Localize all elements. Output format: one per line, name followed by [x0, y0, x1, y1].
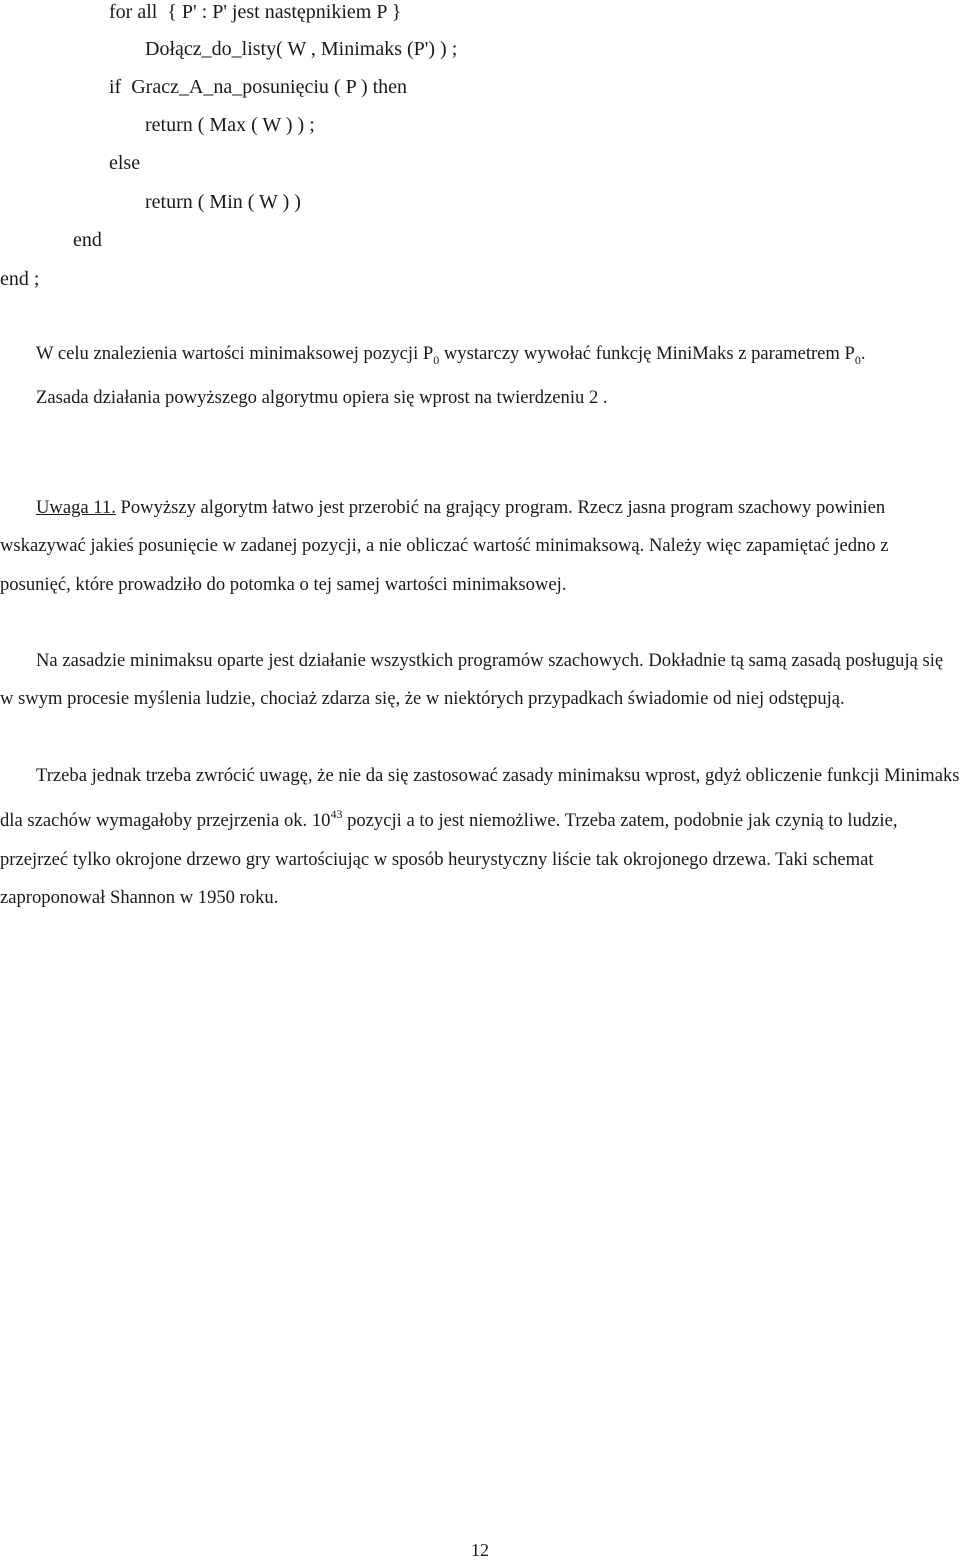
code-line: end: [73, 229, 102, 251]
text: pozycji a to jest niemożliwe. Trzeba zatem, podobnie jak czynią to ludzie, przejrzeć tylko okrojone drzewo gry wartościując w sposób heurystyczny liście tak okrojonego drzewa. Taki schemat zaproponował Shannon w 1950 roku.: [0, 810, 898, 909]
text: Powyższy algorytm łatwo jest przerobić na grający program. Rzecz jasna program szachowy powinien wskazywać jakieś posunięcie w zadanej pozycji, a nie obliczać wartość minimaksową. Należy więc zapamiętać jedno z posunięć, które prowadziło do potomka o tej samej wartości minimaksowej.: [0, 497, 889, 595]
code-line: Dołącz_do_listy( W , Minimaks (P') ) ;: [145, 38, 458, 60]
text: W celu znalezienia wartości minimaksowej pozycji P: [36, 343, 434, 364]
paragraph-minimax-value: [0, 335, 960, 418]
text: Trzeba jednak trzeba zwrócić uwagę, że nie da się zastosować zasady minimaksu wprost, gdyż obliczenie funkcji Minimaks dla szachów wymagałoby przejrzenia ok. 10: [0, 765, 960, 832]
paragraph-minimax-basis: [0, 642, 960, 719]
code-line: end ;: [0, 268, 40, 290]
text: Na zasadzie minimaksu oparte jest działanie wszystkich programów szachowych. Dokładnie tą samą zasadą posługują się w swym procesie myślenia ludzie, chociaż zdarza się, że w niektórych przypadkach świadomie od niej odstępują.: [0, 650, 944, 710]
superscript: 43: [330, 807, 343, 822]
subscript: 0: [433, 353, 440, 367]
code-line: return ( Min ( W ) ): [145, 191, 301, 213]
text: .: [860, 343, 866, 364]
code-line: if Gracz_A_na_posunięciu ( P ) then: [109, 76, 408, 98]
code-line: return ( Max ( W ) ) ;: [145, 114, 315, 136]
code-line: else: [109, 152, 141, 174]
text: wystarczy wywołać funkcję MiniMaks z parametrem P: [439, 343, 855, 364]
code-line: for all { P' : P' jest następnikiem P }: [109, 1, 402, 23]
paragraph-shannon-scheme: [0, 757, 960, 918]
remark-label: Uwaga 11.: [36, 497, 116, 518]
page-number: 12: [471, 1540, 489, 1560]
paragraph-remark-11: [0, 489, 960, 604]
subscript: 0: [854, 353, 861, 367]
text: Zasada działania powyższego algorytmu opiera się wprost na twierdzeniu 2 .: [36, 387, 608, 409]
